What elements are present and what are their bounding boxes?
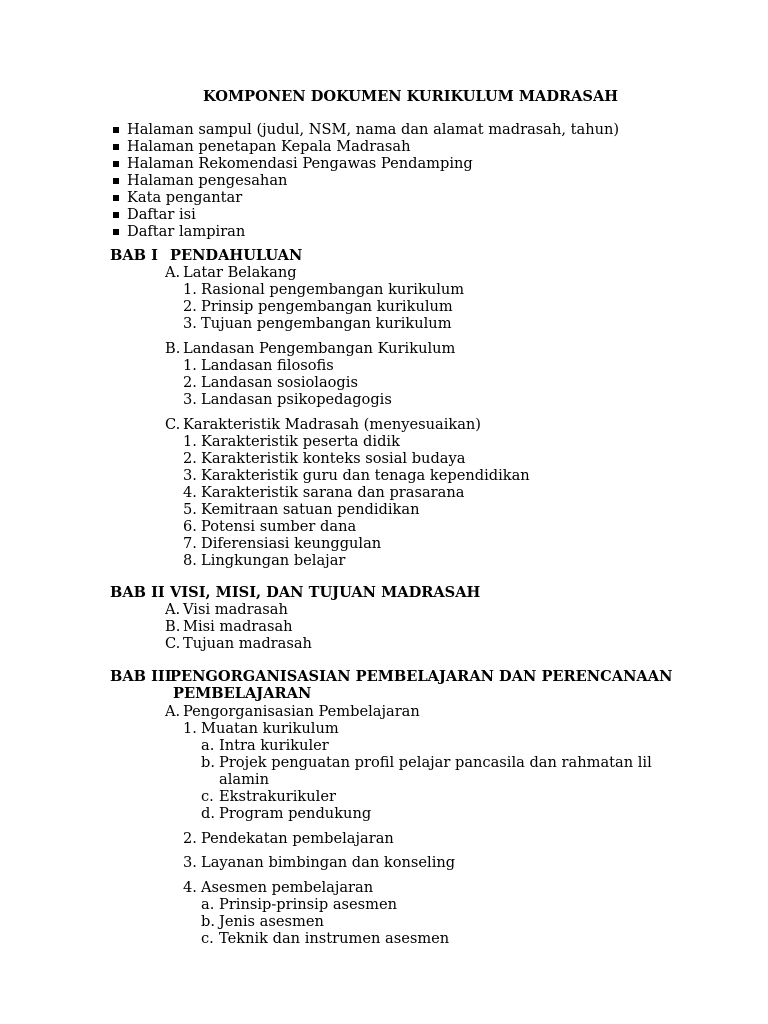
list-item: Karakteristik peserta didik	[201, 433, 400, 450]
bullet-icon	[113, 144, 119, 150]
document-title: KOMPONEN DOKUMEN KURIKULUM MADRASAH	[203, 88, 619, 105]
item-mark: 3.	[183, 467, 197, 484]
item-mark: 7.	[183, 535, 197, 552]
chapter-title: PENDAHULUAN	[170, 247, 303, 264]
item-mark: a.	[201, 737, 215, 754]
list-item: Prinsip pengembangan kurikulum	[201, 298, 453, 315]
list-item: Jenis asesmen	[219, 913, 324, 930]
section-label: Landasan Pengembangan Kurikulum	[183, 340, 456, 357]
item-mark: b.	[201, 913, 215, 930]
item-mark: A.	[165, 601, 181, 618]
item-mark: 2.	[183, 374, 197, 391]
list-item: Tujuan pengembangan kurikulum	[201, 315, 452, 332]
list-item: Tujuan madrasah	[183, 635, 312, 652]
section-label: Latar Belakang	[183, 264, 297, 281]
section-mark: B.	[165, 340, 181, 357]
list-item: Potensi sumber dana	[201, 518, 357, 535]
item-mark: 1.	[183, 720, 197, 737]
chapter-title: PENGORGANISASIAN PEMBELAJARAN DAN PERENCANAAN	[170, 668, 673, 685]
list-item: Diferensiasi keunggulan	[201, 535, 382, 552]
item-mark: 4.	[183, 879, 197, 896]
item-mark: 5.	[183, 501, 197, 518]
list-item: Halaman sampul (judul, NSM, nama dan alamat madrasah, tahun)	[127, 121, 620, 138]
item-mark: 6.	[183, 518, 197, 535]
chapter-title: VISI, MISI, DAN TUJUAN MADRASAH	[170, 584, 481, 601]
list-item: Halaman pengesahan	[127, 172, 288, 189]
subsection-label: Layanan bimbingan dan konseling	[201, 854, 456, 871]
list-item: Intra kurikuler	[219, 737, 329, 754]
item-mark: 3.	[183, 854, 197, 871]
list-item: Teknik dan instrumen asesmen	[219, 930, 450, 947]
item-mark: 2.	[183, 830, 197, 847]
list-item: Daftar lampiran	[127, 223, 246, 240]
subsection-label: Pendekatan pembelajaran	[201, 830, 394, 847]
chapter-title-continued: PEMBELAJARAN	[173, 685, 312, 702]
item-mark: 3.	[183, 315, 197, 332]
list-item: Kata pengantar	[127, 189, 243, 206]
section-label: Karakteristik Madrasah (menyesuaikan)	[183, 416, 482, 433]
section-mark: A.	[165, 703, 181, 720]
item-mark: C.	[165, 635, 181, 652]
item-mark: d.	[201, 805, 215, 822]
list-item: Ekstrakurikuler	[219, 788, 336, 805]
chapter-number: BAB II	[110, 584, 165, 601]
item-mark: B.	[165, 618, 181, 635]
chapter-number: BAB III	[110, 668, 172, 685]
item-mark: b.	[201, 754, 215, 771]
list-item-continued: alamin	[219, 771, 269, 788]
item-mark: a.	[201, 896, 215, 913]
list-item: Daftar isi	[127, 206, 196, 223]
item-mark: 1.	[183, 281, 197, 298]
list-item: Rasional pengembangan kurikulum	[201, 281, 465, 298]
section-label: Pengorganisasian Pembelajaran	[183, 703, 420, 720]
item-mark: 1.	[183, 357, 197, 374]
list-item: Lingkungan belajar	[201, 552, 346, 569]
list-item: Karakteristik sarana dan prasarana	[201, 484, 465, 501]
bullet-icon	[113, 161, 119, 167]
item-mark: c.	[201, 788, 214, 805]
bullet-icon	[113, 195, 119, 201]
section-mark: C.	[165, 416, 181, 433]
list-item: Misi madrasah	[183, 618, 293, 635]
list-item: Projek penguatan profil pelajar pancasila dan rahmatan lil	[219, 754, 652, 771]
list-item: Kemitraan satuan pendidikan	[201, 501, 420, 518]
list-item: Prinsip-prinsip asesmen	[219, 896, 398, 913]
list-item: Karakteristik konteks sosial budaya	[201, 450, 466, 467]
subsection-label: Asesmen pembelajaran	[201, 879, 374, 896]
item-mark: 2.	[183, 298, 197, 315]
bullet-icon	[113, 178, 119, 184]
list-item: Landasan filosofis	[201, 357, 334, 374]
list-item: Landasan sosiolaogis	[201, 374, 358, 391]
item-mark: 2.	[183, 450, 197, 467]
subsection-label: Muatan kurikulum	[201, 720, 339, 737]
item-mark: c.	[201, 930, 214, 947]
bullet-icon	[113, 229, 119, 235]
item-mark: 3.	[183, 391, 197, 408]
list-item: Halaman Rekomendasi Pengawas Pendamping	[127, 155, 473, 172]
chapter-number: BAB I	[110, 247, 158, 264]
bullet-icon	[113, 212, 119, 218]
item-mark: 4.	[183, 484, 197, 501]
bullet-icon	[113, 127, 119, 133]
item-mark: 8.	[183, 552, 197, 569]
list-item: Visi madrasah	[183, 601, 288, 618]
list-item: Program pendukung	[219, 805, 372, 822]
list-item: Karakteristik guru dan tenaga kependidikan	[201, 467, 530, 484]
list-item: Halaman penetapan Kepala Madrasah	[127, 138, 411, 155]
item-mark: 1.	[183, 433, 197, 450]
list-item: Landasan psikopedagogis	[201, 391, 392, 408]
section-mark: A.	[165, 264, 181, 281]
